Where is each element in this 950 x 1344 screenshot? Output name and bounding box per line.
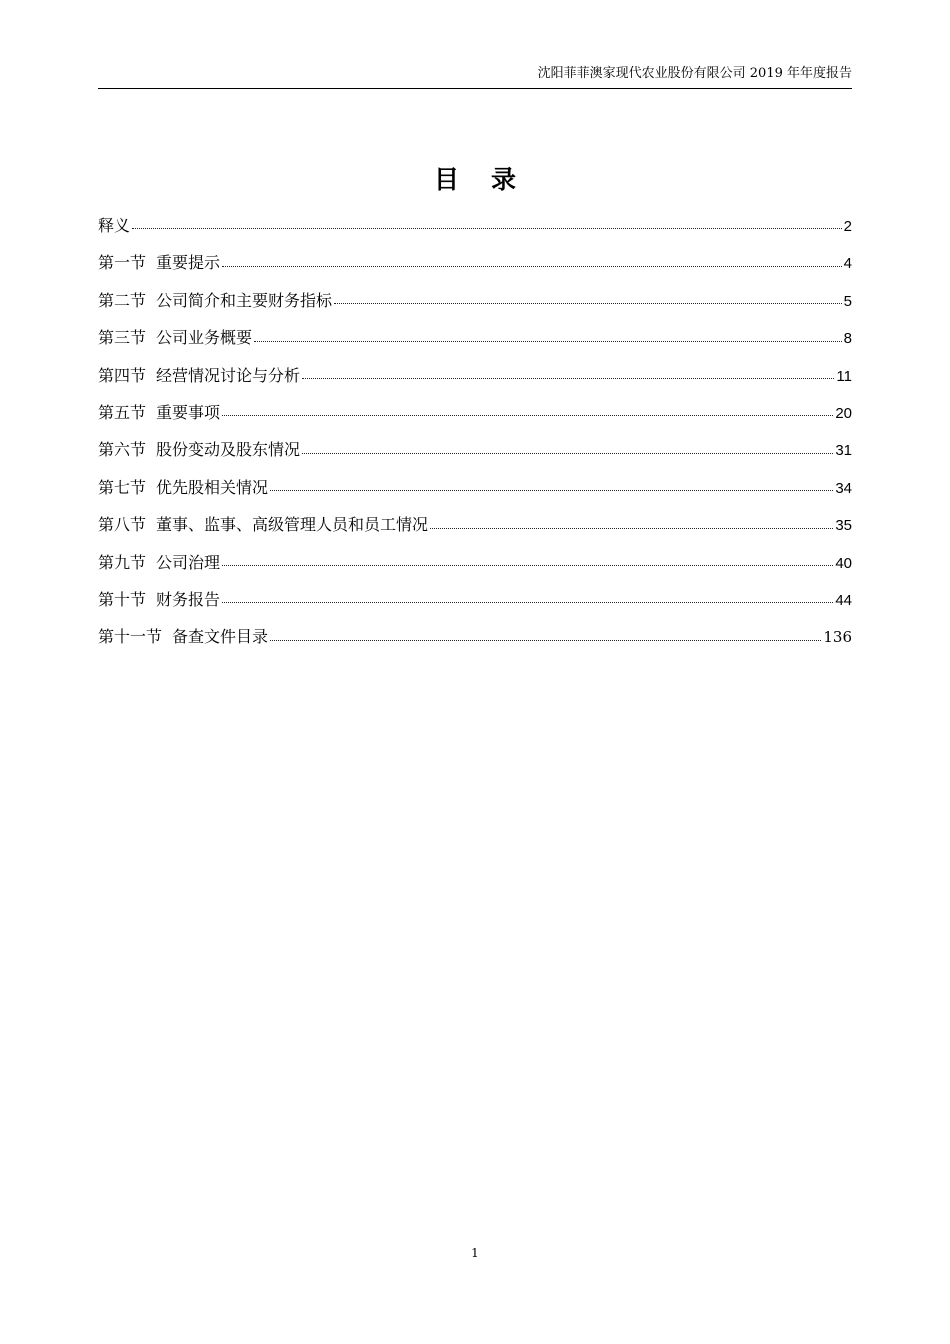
toc-entry-section: 第二节: [98, 290, 147, 310]
running-header: [98, 64, 852, 89]
dot-leader: [222, 565, 833, 566]
toc-entry-section: 第七节: [98, 477, 147, 497]
toc-entry-definitions[interactable]: [98, 207, 852, 244]
toc-entry-label: [98, 394, 220, 431]
page-number: 1: [471, 1246, 479, 1260]
toc-entry-page: 4: [843, 255, 852, 273]
toc-entry-label: [98, 506, 428, 543]
toc-entry-section: 第三节: [98, 328, 147, 348]
dot-leader: [334, 303, 842, 304]
toc-entry-heading: 优先股相关情况: [156, 477, 269, 497]
toc-entry-section: 第十节: [98, 589, 147, 609]
toc-entry-section: 第一节: [98, 253, 147, 273]
toc-entry-label: [98, 581, 220, 618]
toc-entry-section-6[interactable]: [98, 431, 852, 468]
toc-entry-section: 第六节: [98, 440, 147, 460]
toc-entry-label: [98, 207, 130, 244]
toc-entry-label: [98, 319, 252, 356]
toc-entry-section: 第十一节: [98, 627, 163, 647]
toc-entry-heading: 备查文件目录: [172, 627, 269, 647]
toc-entry-section-5[interactable]: [98, 394, 852, 431]
toc-entry-section: 第五节: [98, 402, 147, 422]
toc-entry-section-7[interactable]: [98, 469, 852, 506]
toc-entry-page: 34: [835, 479, 852, 497]
toc-entry-label: [98, 469, 268, 506]
table-of-contents: [98, 207, 852, 656]
toc-entry-section-9[interactable]: [98, 544, 852, 581]
dot-leader: [132, 228, 842, 229]
toc-entry-heading: 财务报告: [156, 589, 221, 609]
toc-entry-page: 2: [843, 218, 852, 235]
toc-title: 目录: [433, 165, 548, 194]
toc-entry-label: [98, 282, 332, 319]
toc-entry-heading: 公司业务概要: [156, 328, 253, 348]
dot-leader: [302, 378, 834, 379]
running-header-title: 沈阳菲菲澳家现代农业股份有限公司 2019 年年度报告: [537, 66, 852, 81]
toc-entry-label: [98, 618, 268, 655]
dot-leader: [270, 490, 833, 491]
toc-entry-label: [98, 431, 300, 468]
toc-entry-section-8[interactable]: [98, 506, 852, 543]
dot-leader: [430, 528, 833, 529]
toc-entry-heading: 董事、监事、高级管理人员和员工情况: [156, 515, 429, 535]
toc-entry-label: [98, 244, 220, 281]
toc-entry-heading: 股份变动及股东情况: [156, 440, 301, 460]
toc-entry-label: [98, 544, 220, 581]
toc-entry-page: 5: [843, 292, 852, 310]
toc-entry-heading: 释义: [98, 216, 131, 235]
dot-leader: [222, 266, 842, 267]
toc-entry-heading: 重要事项: [156, 402, 221, 422]
toc-entry-section-10[interactable]: [98, 581, 852, 618]
dot-leader: [222, 602, 833, 603]
toc-entry-page: 136: [823, 628, 852, 647]
dot-leader: [222, 415, 833, 416]
toc-entry-heading: 重要提示: [156, 253, 221, 273]
toc-entry-section-11[interactable]: [98, 618, 852, 655]
dot-leader: [270, 640, 821, 641]
toc-entry-section-2[interactable]: [98, 282, 852, 319]
toc-entry-section: 第八节: [98, 515, 147, 535]
toc-entry-page: 11: [836, 367, 852, 385]
toc-entry-page: 40: [835, 554, 852, 572]
dot-leader: [302, 453, 833, 454]
toc-entry-section-3[interactable]: [98, 319, 852, 356]
toc-entry-section: 第九节: [98, 552, 147, 572]
toc-entry-label: [98, 357, 300, 394]
toc-entry-page: 35: [835, 517, 852, 535]
toc-entry-heading: 经营情况讨论与分析: [156, 365, 301, 385]
dot-leader: [254, 341, 842, 342]
toc-entry-heading: 公司治理: [156, 552, 221, 572]
toc-entry-section-4[interactable]: [98, 357, 852, 394]
toc-entry-page: 8: [843, 330, 852, 348]
toc-entry-section-1[interactable]: [98, 244, 852, 281]
toc-entry-section: 第四节: [98, 365, 147, 385]
toc-entry-page: 44: [835, 591, 852, 609]
toc-entry-page: 20: [835, 404, 852, 422]
toc-entry-heading: 公司简介和主要财务指标: [156, 290, 333, 310]
toc-entry-page: 31: [835, 442, 852, 460]
